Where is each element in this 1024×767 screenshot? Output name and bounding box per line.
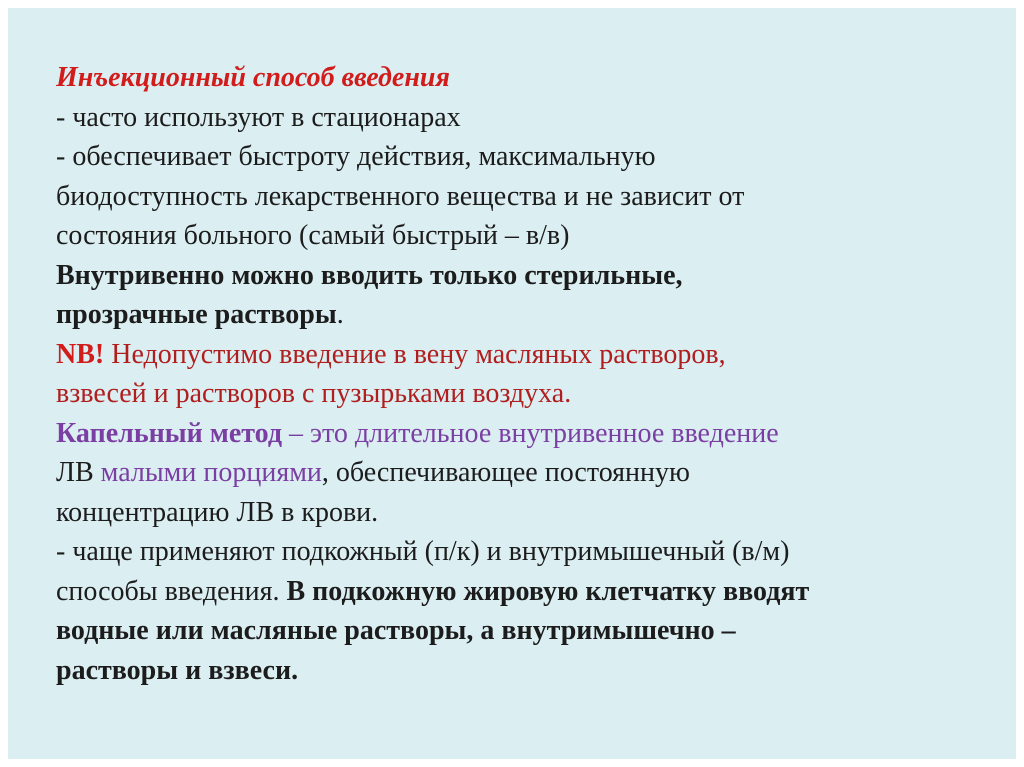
- period: .: [336, 299, 344, 330]
- bold-text: В подкожную жировую клетчатку вводят: [286, 575, 810, 607]
- nb-label: NB!: [56, 338, 105, 370]
- bold-text-line: водные или масляные растворы, а внутримышечно –: [56, 615, 736, 646]
- nb-warning: [56, 335, 1006, 375]
- nb-warning-end: [56, 374, 1006, 414]
- slide: [8, 8, 1016, 759]
- drip-definition: [56, 414, 1006, 454]
- text-part: , обеспечивающее постоянную: [321, 457, 690, 488]
- bold-text-line: растворы и взвеси.: [56, 654, 299, 686]
- drip-definition-cont: [56, 453, 1006, 493]
- text-part: ЛВ: [56, 457, 101, 488]
- text-line: - часто используют в стационарах: [56, 101, 461, 133]
- period: .: [564, 378, 572, 409]
- text-line: - обеспечивает быстроту действия, максимальную: [56, 141, 656, 172]
- bold-statement: Внутривенно можно вводить только стерильные,: [56, 259, 683, 291]
- warning-text: взвесей и растворов с пузырьками воздуха: [56, 378, 565, 409]
- drip-term: Капельный метод: [56, 417, 283, 449]
- nb-text: Недопустимо введение в вену масляных растворов,: [104, 338, 726, 370]
- highlight-text: малыми порциями: [100, 457, 322, 488]
- bold-text: прозрачные растворы: [56, 299, 337, 330]
- text-line-mixed: [56, 572, 1006, 612]
- text-line: концентрацию ЛВ в крови.: [56, 496, 379, 528]
- text-line: биодоступность лекарственного вещества и не зависит от: [56, 180, 745, 212]
- bold-statement-end: [56, 295, 1006, 335]
- slide-text: [56, 58, 1006, 690]
- heading: Инъекционный способ введения: [56, 62, 450, 93]
- text-line: - чаще применяют подкожный (п/к) и внутримышечный (в/м): [56, 536, 790, 567]
- text-line: состояния больного (самый быстрый – в/в): [56, 220, 570, 251]
- drip-def: – это длительное внутривенное введение: [282, 417, 779, 449]
- text-part: способы введения.: [56, 575, 287, 607]
